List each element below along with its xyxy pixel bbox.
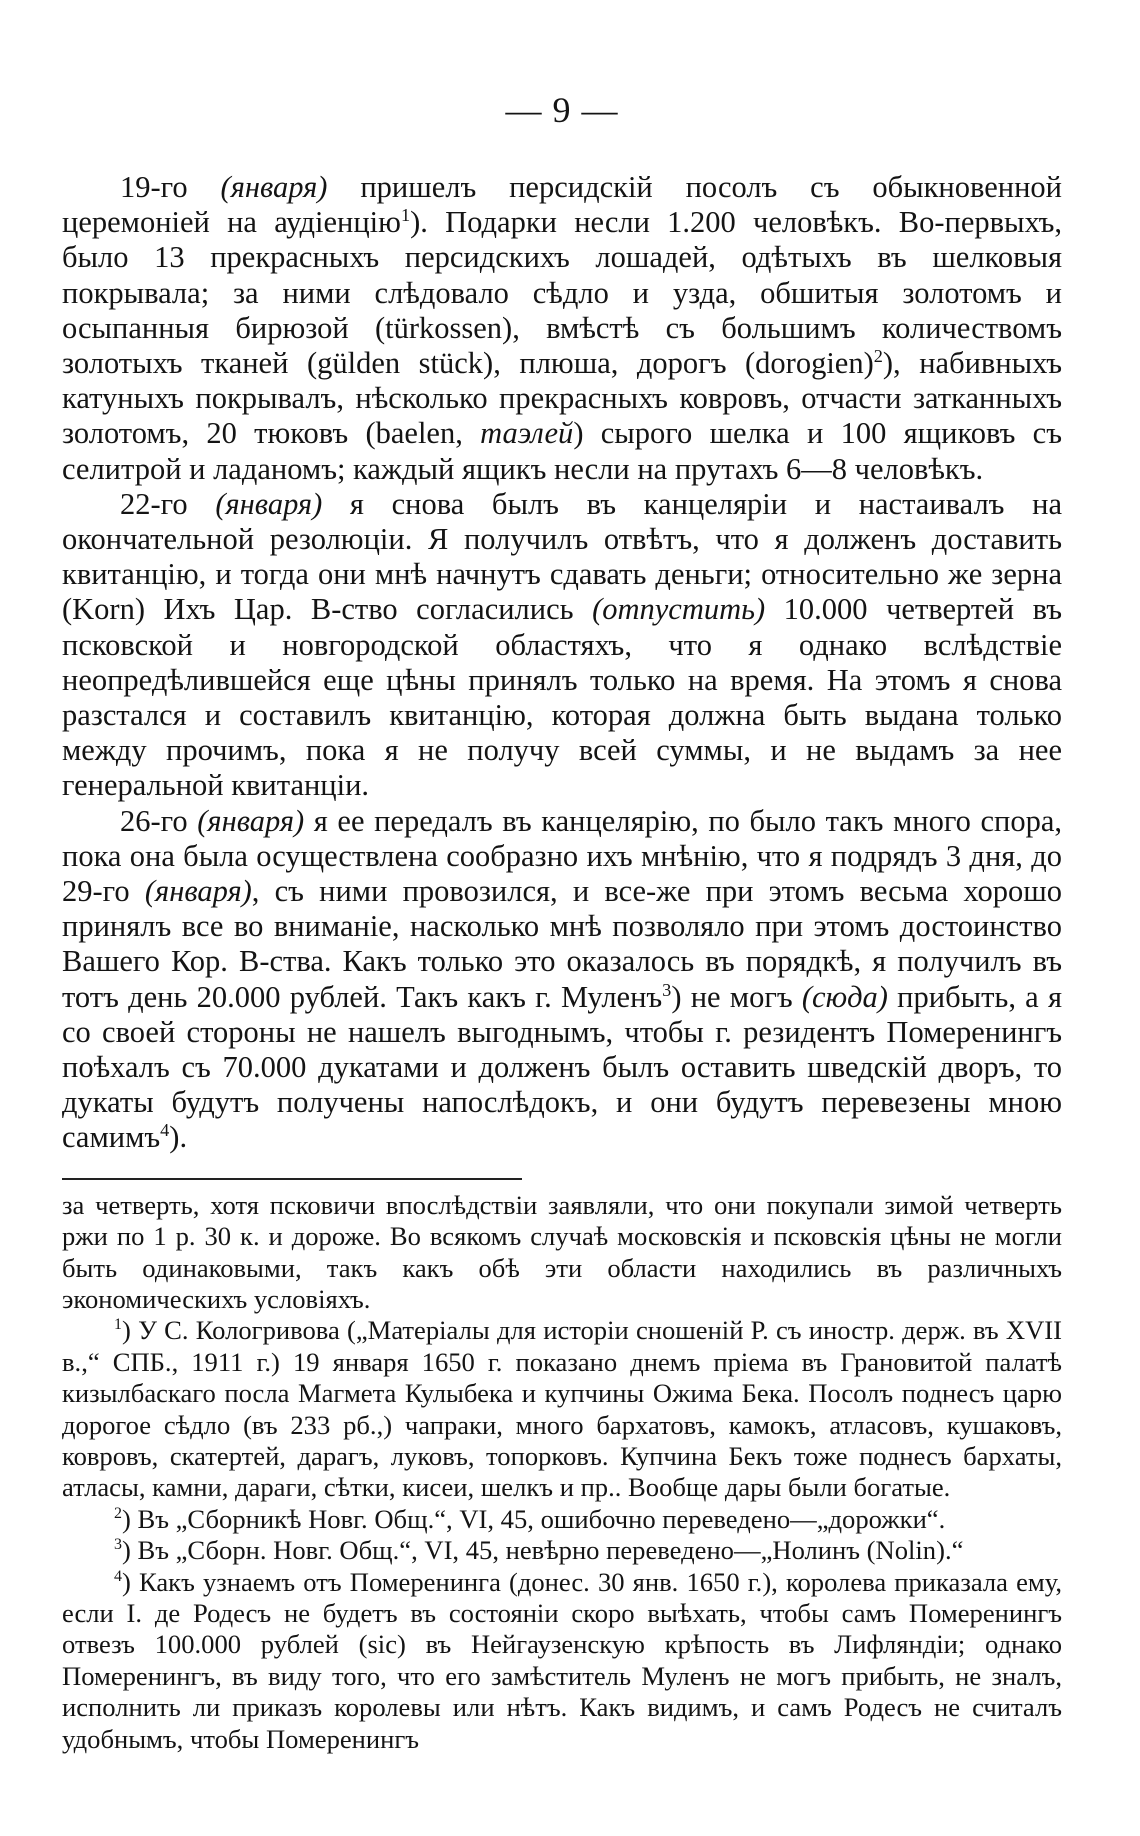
page-number: — 9 — <box>505 90 619 130</box>
footnotes <box>62 1190 1062 1755</box>
main-text <box>62 170 1062 1156</box>
italic-text: (отпустить) <box>592 592 766 627</box>
italic-text: (января) <box>197 803 305 838</box>
book-page <box>62 90 1062 1755</box>
text-segment: 19-го <box>120 170 221 204</box>
paragraph <box>62 487 1062 804</box>
text-segment: ) У С. Кологривова („Матеріалы для исторіи сношеній Р. съ иностр. держ. въ XVII в.,“ СПБ., 1911 г.) 19 января 1650 г. показано днемъ пріема въ Грановитой палатѣ кизылбаскаго посла Магмета Кулыбека и купчины Ожима Бека. Посолъ поднесъ царю дорогое сѣдло (въ 233 рб.,) чапраки, много бархатовъ, камокъ, атласовъ, кушаковъ, ковровъ, скатертей, дарагъ, луковъ, топорковъ. Купчина Бекъ тоже поднесъ бархаты, атласы, камни, дараги, сѣтки, кисеи, шелкъ и пр.. Вообще дары были богатые. <box>62 1315 1062 1503</box>
footnote <box>62 1315 1062 1503</box>
text-segment: , съ ними провозился, и все-же при этомъ весьма хорошо принялъ все во вниманіе, насколько мнѣ позволяло при этомъ достоинство Вашего Кор. В-ства. Какъ только это оказалось въ порядкѣ, я получилъ въ тотъ день 20.000 рублей. Такъ какъ г. Муленъ <box>62 874 1062 1014</box>
footnote-marker: 1 <box>400 205 411 226</box>
text-segment: за четверть, хотя псковичи впослѣдствіи заявляли, что они покупали зимой четверть ржи по 1 р. 30 к. и дороже. Во всякомъ случаѣ московскія и псковскія цѣны не могли быть одинаковыми, такъ какъ обѣ эти области находились въ различныхъ экономическихъ условіяхъ. <box>62 1189 1062 1314</box>
footnote-marker: 1 <box>114 1316 122 1334</box>
paragraph <box>62 170 1062 487</box>
paragraph <box>62 804 1062 1156</box>
italic-text: (сюда) <box>801 979 888 1014</box>
text-segment: ). <box>169 1120 188 1155</box>
italic-text: таэлей <box>480 416 574 451</box>
text-segment: 10.000 четвертей въ псковской и новгородской областяхъ, что я однако вслѣдствіе неопредѣлившейся еще цѣны принялъ только на время. На этомъ я снова разстался и составилъ квитанцію, которая должна быть выдана только между прочимъ, пока я не получу всей суммы, и не выдамъ за нее генеральной квитанціи. <box>62 592 1063 803</box>
footnote <box>62 1567 1062 1755</box>
text-segment: я снова былъ въ канцеляріи и настаивалъ на окончательной резолюціи. Я получилъ отвѣтъ, что я долженъ доставить квитанцію, и тогда они мнѣ начнутъ сдавать деньги; относительно же зерна (Korn) Ихъ Цар. В-ство согласились <box>62 486 1062 627</box>
text-segment: прибыть, а я со своей стороны не нашелъ выгоднымъ, чтобы г. резидентъ Померенингъ поѣхалъ съ 70.000 дукатами и долженъ былъ оставить шведскій дворъ, то дукаты будутъ получены напослѣдокъ, и они будутъ перевезены мною самимъ <box>62 979 1062 1155</box>
text-segment: ) не могъ <box>671 979 802 1014</box>
text-segment: ) сырого шелка и 100 ящиковъ съ селитрой и ладаномъ; каждый ящикъ несли на прутахъ 6—8 человѣкъ. <box>62 416 1062 486</box>
text-segment: я ее передалъ въ канцелярію, по было такъ много спора, пока она была осуществлена сообразно ихъ мнѣнію, что я подрядъ 3 дня, до 29-го <box>62 803 1062 909</box>
text-segment: ) Въ „Сборникѣ Новг. Общ.“, VI, 45, ошибочно переведено—„дорожки“. <box>121 1503 946 1534</box>
text-segment: 26-го <box>120 803 198 838</box>
footnote-marker: 2 <box>873 345 883 366</box>
italic-text: (января) <box>220 170 328 204</box>
italic-text: (января) <box>144 874 252 909</box>
footnote-marker: 3 <box>114 1536 122 1554</box>
footnote-continuation <box>62 1190 1062 1316</box>
text-segment: ) Какъ узнаемъ отъ Померенинга (донес. 30 янв. 1650 г.), королева приказала ему, если І. де Родесъ не будетъ въ состояніи скоро выѣхать, чтобы самъ Померенингъ отвезъ 100.000 рублей (sic) въ Нейгаузенскую крѣпость въ Лифляндіи; однако Померенингъ, въ виду того, что его замѣститель Муленъ не могъ прибыть, не зналъ, исполнить ли приказъ королевы или нѣтъ. Какъ видимъ, и самъ Родесъ не считалъ удобнымъ, чтобы Померенингъ <box>62 1566 1062 1754</box>
italic-text: (января) <box>215 486 323 521</box>
text-segment: 22-го <box>120 486 216 521</box>
footnote <box>62 1535 1062 1566</box>
footnote-separator <box>62 1178 522 1180</box>
footnote-marker: 4 <box>160 1120 170 1141</box>
footnote-marker: 3 <box>662 979 672 1000</box>
text-segment: пришелъ персидскій посолъ съ обыкновенной церемоніей на аудіенцію <box>62 170 1062 240</box>
text-segment: ). Подарки несли 1.200 человѣкъ. Во-первыхъ, было 13 прекрасныхъ персидскихъ лошадей, одѣтыхъ въ шелковыя покрывала; за ними слѣдовало сѣдло и узда, обшитыя золотомъ и осыпанныя бирюзой (türkossen), вмѣстѣ съ большимъ количествомъ золотыхъ тканей (gülden stück), плюша, дорогъ (dorogien) <box>62 205 1062 381</box>
text-segment: ), набивныхъ катуныхъ покрывалъ, нѣсколько прекрасныхъ ковровъ, отчасти затканныхъ золотомъ, 20 тюковъ (baelen, <box>62 346 1062 451</box>
footnote-marker: 4 <box>114 1567 122 1585</box>
footnote-marker: 2 <box>114 1504 122 1522</box>
text-segment: ) Въ „Сборн. Новг. Общ.“, VI, 45, невѣрно переведено—„Нолинъ (Nolin).“ <box>121 1535 964 1566</box>
footnote <box>62 1504 1062 1535</box>
